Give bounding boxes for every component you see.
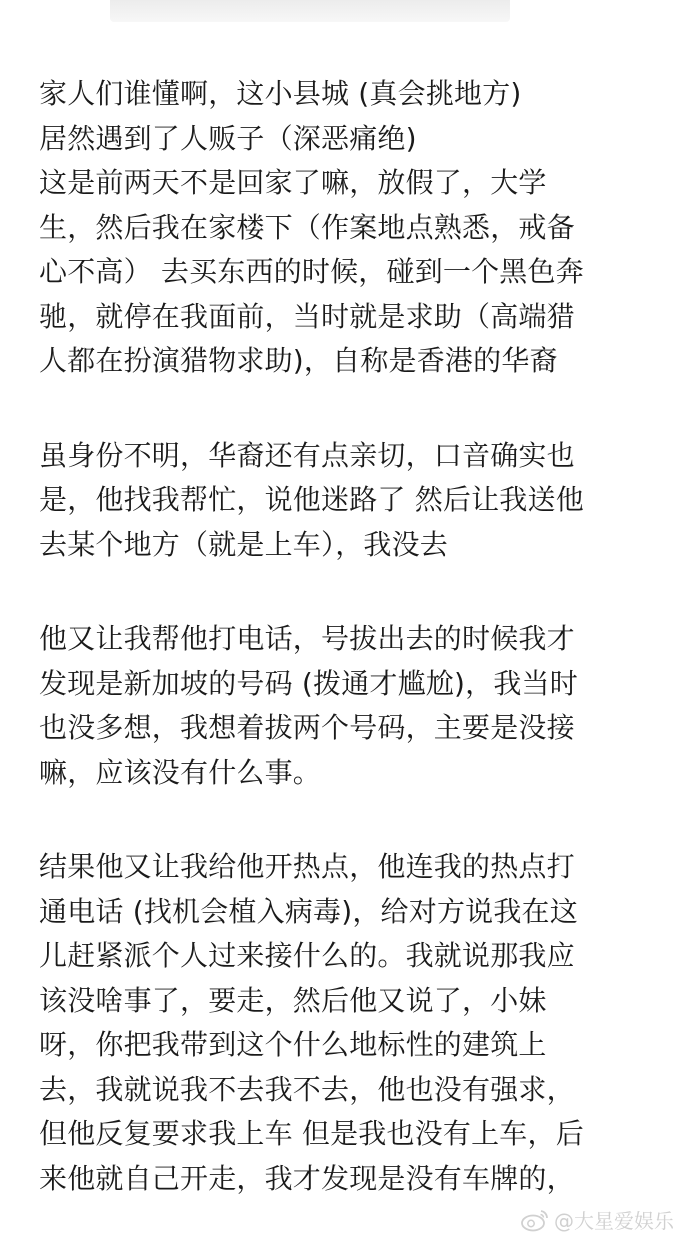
watermark-text: @大星爱娱乐 (554, 1209, 674, 1233)
paragraph (39, 434, 679, 568)
text-line: 去，我就说我不去我不去，他也没有强求， (39, 1072, 575, 1106)
text-line: 来他就自己开走，我才发现是没有车牌的， (39, 1161, 575, 1195)
text-line: 呀，你把我带到这个什么地标性的建筑上 (39, 1028, 547, 1061)
text-line: 该没啥事了，要走，然后他又说了，小妹 (39, 983, 547, 1017)
text-line: 人都在扮演猎物求助)，自称是香港的华裔 (39, 344, 558, 377)
top-image-strip (110, 0, 510, 22)
text-line: 嘛，应该没有什么事。 (39, 755, 322, 789)
text-line: 心不高） 去买东西的时候，碰到一个黑色奔 (39, 255, 584, 288)
text-line: 通电话 (找机会植入病毒)，给对方说我在这 (39, 894, 578, 928)
text-line: 家人们谁懂啊，这小县城 (真会挑地方) (39, 77, 522, 110)
text-line: 儿赶紧派个人过来接什么的。我就说那我应 (39, 939, 575, 972)
text-line: 他又让我帮他打电话，号拔出去的时候我才 (39, 622, 575, 655)
text-line: 驰，就停在我面前，当时就是求助（高端猎 (39, 299, 575, 333)
text-line: 结果他又让我给他开热点，他连我的热点打 (39, 850, 575, 883)
text-line: 居然遇到了人贩子（深恶痛绝) (39, 121, 417, 155)
text-line: 但他反复要求我上车 但是我也没有上车，后 (39, 1117, 584, 1150)
weibo-icon (520, 1208, 550, 1232)
text-line: 虽身份不明，华裔还有点亲切，口音确实也 (39, 438, 575, 472)
paragraph (39, 72, 679, 384)
text-line: 是，他找我帮忙，说他迷路了 然后让我送他 (39, 483, 584, 516)
paragraph (39, 617, 679, 795)
text-line: 也没多想，我想着拔两个号码，主要是没接 (39, 711, 575, 744)
text-line: 生，然后我在家楼下（作案地点熟悉，戒备 (39, 210, 575, 244)
text-line: 发现是新加坡的号码 (拨通才尴尬)，我当时 (39, 666, 578, 700)
post-body (39, 72, 679, 1251)
text-line: 去某个地方（就是上车），我没去 (39, 527, 449, 561)
text-line: 这是前两天不是回家了嘛，放假了，大学 (39, 166, 547, 199)
paragraph (39, 845, 679, 1201)
watermark (520, 1205, 674, 1234)
